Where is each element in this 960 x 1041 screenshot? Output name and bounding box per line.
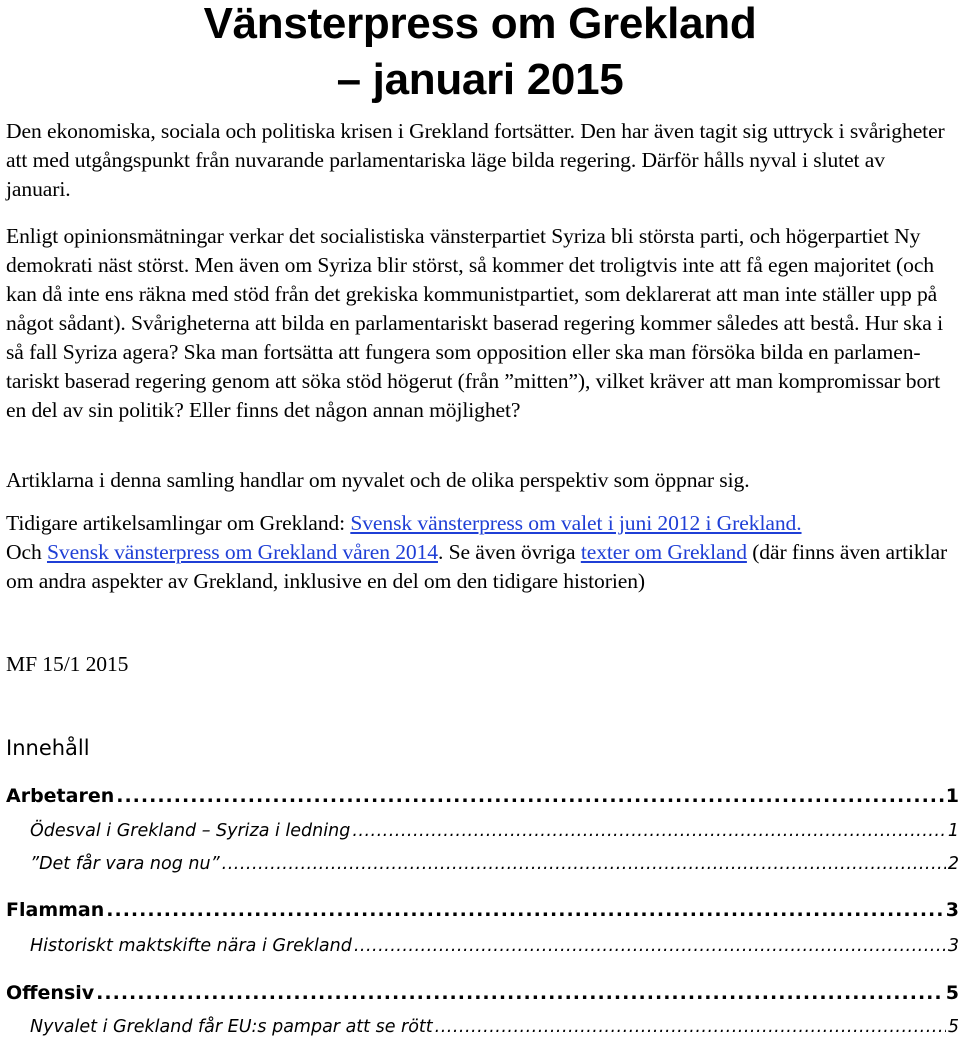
intro-paragraph-4 [6, 509, 954, 596]
toc-entry-title: Historiskt maktskifte nära i Grekland [30, 936, 352, 956]
toc-entry-page: 3 [945, 899, 959, 921]
toc-entry-odesval[interactable] [30, 819, 959, 843]
toc-leader-dots [116, 783, 944, 809]
text-segment: (där finns även artiklar om andra aspekter av Grekland, inklusive en del om den tidigare historien) [6, 540, 948, 593]
toc-entry-page: 3 [947, 936, 959, 956]
intro-paragraph-2: Enligt opinionsmätningar verkar det socialistiska vänsterpartiet Syriza bli största parti, och högerpartiet Ny demokrati näst störst. Men även om Syriza blir störst, så kommer det troligtvis inte att få egen majoritet (och kan då inte ens räkna med stöd från det grekiska kommunistpartiet, som deklarerat att man inte ställer upp på något sådant). Svårigheterna att bilda en parlamentariskt baserad regering kommer således att bestå. Hur ska i så fall Syriza agera? Ska man fortsätta att fungera som opposition eller ska man försöka bilda en parlamen-tariskt baserad regering genom att söka stöd högerut (från ”mitten”), vilket kräver att man kompromissar bort en del av sin politik? Eller finns det någon annan möjlighet? [6, 224, 943, 422]
toc-leader-dots [96, 980, 944, 1006]
toc-entry-title: Nyvalet i Grekland får EU:s pampar att se rött [30, 1017, 433, 1037]
intro-paragraph-1: Den ekonomiska, sociala och politiska krisen i Grekland fortsätter. Den har även tagit sig uttryck i svårigheter att med utgångspunkt från nuvarande parlamentariska läge bilda regering. Därför hålls nyval i slutet av januari. [6, 119, 945, 201]
toc-leader-dots [222, 852, 946, 876]
toc-leader-dots [435, 1015, 946, 1039]
toc-leader-dots [354, 934, 946, 958]
toc-entry-title: Flamman [6, 899, 105, 921]
toc-leader-dots [106, 897, 944, 923]
signature: MF 15/1 2015 [6, 652, 129, 676]
title-line-2: – januari 2015 [336, 55, 624, 104]
toc-entry-nyvalet-i-grekland[interactable] [30, 1015, 959, 1039]
toc-entry-offensiv[interactable] [6, 980, 959, 1006]
toc-entry-title: ”Det får vara nog nu” [30, 854, 220, 874]
toc-entry-historiskt-maktskifte[interactable] [30, 934, 959, 958]
intro-paragraph-3: Artiklarna i denna samling handlar om nyvalet och de olika perspektiv som öppnar sig. [6, 468, 750, 492]
toc-heading: Innehåll [6, 736, 90, 760]
text-segment: . Se även övriga [437, 540, 581, 564]
toc-entry-title: Arbetaren [6, 785, 115, 807]
toc-entry-title: Offensiv [6, 982, 95, 1004]
toc-entry-page: 1 [947, 821, 959, 841]
toc-entry-title: Ödesval i Grekland – Syriza i ledning [30, 821, 351, 841]
toc-entry-flamman[interactable] [6, 897, 959, 923]
toc-entry-arbetaren[interactable] [6, 783, 959, 809]
toc-entry-det-far-vara-nog-nu[interactable] [30, 852, 959, 876]
link-varen-2014[interactable]: Svensk vänsterpress om Grekland våren 2014 [46, 540, 438, 564]
text-segment: Och [6, 540, 47, 564]
link-valet-juni-2012[interactable]: Svensk vänsterpress om valet i juni 2012 i Grekland. [350, 511, 802, 535]
text-segment: Tidigare artikelsamlingar om Grekland: [6, 511, 351, 535]
title-line-1: Vänsterpress om Grekland [203, 0, 757, 48]
toc-entry-page: 2 [947, 854, 959, 874]
toc-leader-dots [352, 819, 946, 843]
toc-entry-page: 5 [945, 982, 959, 1004]
toc-entry-page: 5 [947, 1017, 959, 1037]
link-texter-om-grekland[interactable]: texter om Grekland [580, 540, 747, 564]
toc-entry-page: 1 [945, 785, 959, 807]
